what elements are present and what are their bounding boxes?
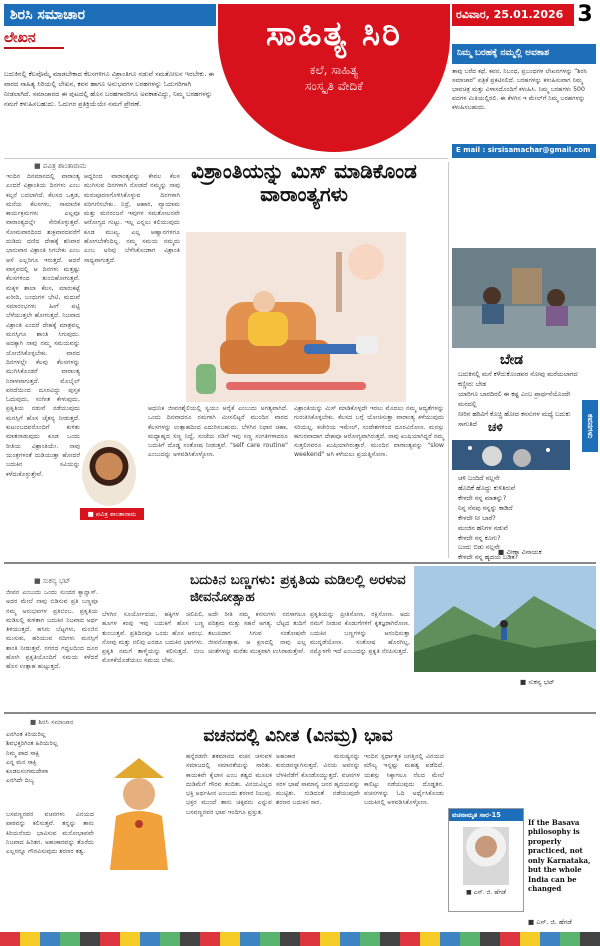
saint-illustration xyxy=(96,754,182,870)
poem-title-chali: ಚಳಿ xyxy=(488,420,503,434)
relaxing-person-illustration xyxy=(186,232,406,402)
story3-column-1: ಬಸವಣ್ಣನವರ ವಚನಗಳು ವಿನಯದ ಪಾಠವನ್ನು ಕಲಿಸುತ್ತವೆ. ತನ್ನನ್ನು ತಾನು ಕಿರಿಯನೆಂದು ಭಾವಿಸುವ ಮನೋಭಾವವೇ ನಿಜವಾದ ಹಿರಿತನ. ಅಹಂಕಾರವನ್ನು ತೊರೆದು ಎಲ್ಲರನ್ನೂ ಗೌರವಿಸುವುದು ಶರಣರ ತತ್ವ. xyxy=(6,811,94,856)
story2-kicker: ■ ಸುಕನ್ಯ ಭಟ್ xyxy=(34,577,71,585)
page-number: 3 xyxy=(574,4,596,26)
armchair-illustration xyxy=(186,232,406,402)
opportunity-title: ನಿಮ್ಮ ಬರಹಕ್ಕೆ ನಮ್ಮಲ್ಲಿ ಅವಕಾಶ xyxy=(452,44,596,64)
winter-scene xyxy=(452,440,570,470)
story3-author: ■ ಎಸ್. ಜಿ. ಹೆಗಡೆ xyxy=(528,918,572,926)
story3-title: ವಚನದಲ್ಲಿ ವಿನೀತ (ವಿನಮ್ರ) ಭಾವ xyxy=(203,726,393,746)
email-link[interactable]: E mail : sirsisamachar@gmail.com xyxy=(452,144,596,158)
story3-kicker: ■ ಶಿರಸಿ ಸಮಾಚಾರ xyxy=(30,718,74,726)
story3-column-2: ಹನ್ನೆರಡನೇ ಶತಮಾನದ ವಚನ ಚಳುವಳಿ ಸಮಾಜದಲ್ಲಿ ಸಮಾನತೆಯನ್ನು ಸಾರಿತು. ಕಾಯಕವೇ ಕೈಲಾಸ ಎಂಬ ತತ್ವದ ಮೂಲಕ ದುಡಿಮೆಗೆ ಗೌರವ ತಂದಿತು. ವಿನಯವಿಲ್ಲದ ಭಕ್ತಿ ಅರ್ಥಹೀನ ಎಂಬುದು ಶರಣರ ನಿಲುವು. ಭಕ್ತರ ಮುಂದೆ ತಾನು ಚಿಕ್ಕವನು ಎನ್ನುವ ಬಸವಣ್ಣನವರ ಭಾವ ಇಂದಿಗೂ ಪ್ರಸ್ತುತ. xyxy=(186,753,272,816)
poems-vertical-tag: ಕವನಗಳು xyxy=(582,400,598,452)
story1-column-1: ಇಂದಿನ ದಿನಮಾನದಲ್ಲಿ ವಾರಾಂತ್ಯ ಎಂದರೆ ವಿಶ್ರಾಂತಿಯ ದಿನಗಳು ಎಂಬ ಕಲ್ಪನೆ ಬದಲಾಗಿದೆ. ಕೆಲಸದ ಒತ್ತಡ, ಮನೆಯ ಕೆಲಸಗಳು, ಸಾಮಾಜಿಕ ಕಾರ್ಯಕ್ರಮಗಳು ಎಲ್ಲವೂ ವಾರಾಂತ್ಯದಲ್ಲೇ ಸೇರಿಕೊಳ್ಳುತ್ತವೆ. ಸೋಮವಾರದಿಂದ ಶುಕ್ರವಾರದವರೆಗೆ ದುಡಿದು ದಣಿದ ದೇಹಕ್ಕೆ ಶನಿವಾರ ಭಾನುವಾರ ವಿಶ್ರಾಂತಿ ಸಿಗಬೇಕು ಎಂಬ ಆಸೆ ಎಲ್ಲರಿಗೂ ಇರುತ್ತದೆ. ಆದರೆ ವಾಸ್ತವದಲ್ಲಿ ಆ ದಿನಗಳು ಮತ್ತಷ್ಟು ಕೆಲಸಗಳಿಂದ ತುಂಬಿಹೋಗುತ್ತವೆ. ಮಕ್ಕಳ ಶಾಲಾ ಕೆಲಸ, ಮಾರುಕಟ್ಟೆ ಖರೀದಿ, ಬಂಧುಗಳ ಭೇಟಿ, ಮದುವೆ ಸಮಾರಂಭಗಳು ಹೀಗೆ ಪಟ್ಟಿ ಬೆಳೆಯುತ್ತಲೇ ಹೋಗುತ್ತದೆ. ನಿಜವಾದ ವಿಶ್ರಾಂತಿ ಎಂದರೆ ದೇಹಕ್ಕೆ ಮಾತ್ರವಲ್ಲ ಮನಸ್ಸಿಗೂ ಶಾಂತಿ ಸಿಗುವುದು. ಅದಕ್ಕಾಗಿ ನಾವು ನಮ್ಮ ಸಮಯವನ್ನು ಯೋಜಿಸಿಕೊಳ್ಳಬೇಕು. ವಾರದ ದಿನಗಳಲ್ಲೇ ಕೆಲವು ಕೆಲಸಗಳನ್ನು ಮುಗಿಸಿಕೊಂಡರೆ ವಾರಾಂತ್ಯ ನಿರಾಳವಾಗುತ್ತದೆ. ಮೊಬೈಲ್ ಪರದೆಯಿಂದ ದೂರವಿದ್ದು ಪುಸ್ತಕ ಓದುವುದು, ಸಂಗೀತ ಕೇಳುವುದು, ಪ್ರಕೃತಿಯ ನಡುವೆ ನಡೆಯುವುದು ಮನಸ್ಸಿಗೆ ಹೊಸ ಚೈತನ್ಯ ನೀಡುತ್ತದೆ. ಕುಟುಂಬದವರೊಂದಿಗೆ ಕುಳಿತು ಮಾತನಾಡುವುದು ಕೂಡ ಒಂದು ರೀತಿಯ ವಿಶ್ರಾಂತಿಯೇ. ನಾವು ಯಂತ್ರಗಳಂತೆ ದುಡಿಯುತ್ತಾ ಹೋದರೆ ಬದುಕಿನ ಸವಿಯನ್ನು ಕಳೆದುಕೊಳ್ಳುತ್ತೇವೆ. xyxy=(6,173,80,478)
mountain-scene xyxy=(414,566,596,672)
columnist-photo xyxy=(463,827,509,885)
english-quote: If the Basava philosophy is properly practiced, not only Karnataka, but the whole India can be changed xyxy=(528,818,591,894)
columnist-name: ■ ಎಸ್. ಜಿ. ಹೆಗಡೆ xyxy=(466,889,506,896)
story2-column-4: ಪ್ರಕೃತಿಯನ್ನು ಪ್ರೀತಿಸೋಣ, ರಕ್ಷಿಸೋಣ. ಅದು ನಮಗೆ ನೀಡುವ ಕೊಡುಗೆಗಳಿಗೆ ಕೃತಜ್ಞರಾಗಿರೋಣ. ಬದುಕಿನ ಬಣ್ಣಗಳನ್ನು ಆನಂದಿಸುತ್ತಾ ಮುನ್ನಡೆಯೋಣ. ಸಂತೋಷ ಹೊರಗಿಲ್ಲ, ನಮ್ಮೊಳಗೇ ಇದೆ ಎಂಬುದನ್ನು ಪ್ರಕೃತಿ ನೆನಪಿಸುತ್ತದೆ. xyxy=(310,611,410,656)
divider xyxy=(448,162,449,558)
divider xyxy=(4,712,596,714)
flood-scene xyxy=(452,248,596,348)
masthead-sub-line1: ಕಲೆ, ಸಾಹಿತ್ಯ xyxy=(309,63,359,77)
story2-author: ■ ಸುಕನ್ಯ ಭಟ್ xyxy=(520,678,555,686)
story3-column-4: ಇಂದಿನ ಸ್ಪರ್ಧಾತ್ಮಕ ಜಗತ್ತಿನಲ್ಲಿ ವಿನಯದ ಮೌಲ್ಯ ಇನ್ನಷ್ಟು ಮಹತ್ವ ಪಡೆದಿದೆ. ಯಶಸ್ಸು ಸಿಕ್ಕಾಗಲೂ ನೆಲದ ಮೇಲೆ ಕಾಲಿಟ್ಟು ನಡೆಯುವುದು ದೊಡ್ಡತನ. ವಚನಗಳನ್ನು ಓದಿ ಅರ್ಥೈಸಿಕೊಂಡು ಬದುಕಿನಲ್ಲಿ ಅಳವಡಿಸಿಕೊಳ್ಳೋಣ. xyxy=(364,753,444,807)
section-bar: ಶಿರಸಿ ಸಮಾಚಾರ xyxy=(4,4,216,26)
vachana-verse: ಎನಗಿಂತ ಕಿರಿಯರಿಲ್ಲ ಶಿವಭಕ್ತರಿಗಿಂತ ಹಿರಿಯರಿಲ್ಲ ನಿಮ್ಮ ಪಾದ ಸಾಕ್ಷಿ ಎನ್ನ ಮನ ಸಾಕ್ಷಿ ಕೂಡಲಸಂಗಮದೇವಾ ಎನಗಿದೇ ದಿಬ್ಯ xyxy=(6,731,58,785)
basavanna-portrait xyxy=(96,754,182,870)
poem-beda-text: ಬದುಕಿನಲ್ಲಿ ಮನೆ ಕಳೆದುಕೊಂಡವರ ನೋವು ಮರೆಯಲಾಗದ ಕಣ್ಣೀರು ಬೇಡ ಯಾರಿಗೂ ಬಾರದಿರಲಿ ಈ ಕಷ್ಟ ಎಂಬ ಪ್ರಾರ್ಥನೆಯೊಂದೇ ಮನದಲ್ಲಿ ನೀರಿನ ಹರಿವಿಗೆ ಕೊಚ್ಚಿ ಹೋದ ಕನಸುಗಳ ಮಧ್ಯೆ ಬದುಕು ಸಾಗುತಿದೆ xyxy=(458,370,578,428)
story2-column-2: ಬೆಳಗಿನ ಸೂರ್ಯೋದಯ, ಹಕ್ಕಿಗಳ ಚಿಲಿಪಿಲಿ, ಹೂಗಳ ಕಂಪು ಇವು ಬದುಕಿಗೆ ಹೊಸ ಬಣ್ಣ ತುಂಬುತ್ತವೆ. ಪ್ರತಿದಿನವೂ ಒಂದು ಹೊಸ ಆರಂಭ. ನೋವು ಮತ್ತು ನಲಿವು ಎರಡೂ ಬದುಕಿನ ಭಾಗಗಳು. ಪ್ರಕೃತಿ ನಮಗೆ ತಾಳ್ಮೆಯನ್ನು ಕಲಿಸುತ್ತದೆ. ಬೀಜ ಮೊಳಕೆಯೊಡೆಯಲು ಸಮಯ ಬೇಕು. xyxy=(102,611,204,665)
header-left xyxy=(4,4,216,49)
winter-photo xyxy=(452,440,570,470)
poem-chali-text: ಚಳಿ ಬಂದಿದೆ ನಲ್ಲನೇ ಹೊದಿಕೆ ಹೊದ್ದು ಕುಳಿತಿರುವೆ ಕೇಳದೇ ನನ್ನ ಮಾತನ್ನು? ನಿನ್ನ ನೆನಪು ನನ್ನನ್ನು ಕಾಡಿದೆ ಕೇಳದೇ ನೀ ಬಾರೆ? ಮಂಜಿನ ಹನಿಗಳ ನಡುವೆ ಕೇಳದೇ ನನ್ನ ಕೂಗು? ಬಂದು ಬಿಡು ನಲ್ಲನೇ ಕೇಳದೇ ನನ್ನ ಹೃದಯ ಬಡಿತ? xyxy=(458,474,519,562)
story2-title: ಬದುಕಿನ ಬಣ್ಣಗಳು: ಪ್ರಕೃತಿಯ ಮಡಿಲಲ್ಲಿ ಅರಳುವ ಜೀವನೋತ್ಸಾಹ xyxy=(190,572,406,605)
story1-column-4: ವಿಶ್ರಾಂತಿಯನ್ನು ಮಿಸ್ ಮಾಡಿಕೊಳ್ಳದೇ ಇರಲು ಮೊದಲು ನಮ್ಮ ಆದ್ಯತೆಗಳನ್ನು ಗುರುತಿಸಿಕೊಳ್ಳಬೇಕು. ಕೆಲಸದ ಬಗ್ಗೆ ಯೋಚಿಸುತ್ತಾ ವಾರಾಂತ್ಯ ಕಳೆಯುವುದು ಸರಿಯಲ್ಲ. ಕಚೇರಿಯ ಇಮೇಲ್, ಸಂದೇಶಗಳಿಂದ ದೂರವಿರೋಣ. ಮನಸ್ಸು ಹಗುರವಾದಾಗ ದೇಹವೂ ಆರೋಗ್ಯವಾಗಿರುತ್ತದೆ. ನಾವು ಖುಷಿಯಾಗಿದ್ದರೆ ನಮ್ಮ ಸುತ್ತಲಿನವರೂ ಖುಷಿಯಾಗಿರುತ್ತಾರೆ. ಮುಂದಿನ ವಾರಾಂತ್ಯವನ್ನು "slow weekend" ಆಗಿ ಕಳೆಯಲು ಪ್ರಯತ್ನಿಸೋಣ. xyxy=(294,405,444,459)
story1-title: ವಿಶ್ರಾಂತಿಯನ್ನು ಮಿಸ್ ಮಾಡಿಕೊಂಡ ವಾರಾಂತ್ಯಗಳು xyxy=(191,159,417,206)
issue-date: ರವಿವಾರ, 25.01.2026 xyxy=(452,4,574,26)
masthead-title: ಸಾಹಿತ್ಯ ಸಿರಿ xyxy=(266,14,402,54)
columnist-box xyxy=(448,808,524,912)
mountain-landscape-photo xyxy=(414,566,596,672)
section-tag: ಲೇಖನ xyxy=(4,30,64,49)
story3-column-3: ಅಹಂಕಾರ ಮನುಷ್ಯನನ್ನು ಕುರುಡನನ್ನಾಗಿಸುತ್ತದೆ. ವಿನಯ ಅವನನ್ನು ಬೆಳಕಿನೆಡೆಗೆ ಕೊಂಡೊಯ್ಯುತ್ತದೆ. ವಚನಗಳ ಸರಳ ಭಾಷೆ ಸಾಮಾನ್ಯ ಜನರ ಹೃದಯವನ್ನು ಮುಟ್ಟಿತು. ನುಡಿದಂತೆ ನಡೆಯುವುದೇ ಶರಣರ ಬದುಕಿನ ಸಾರ. xyxy=(276,753,360,807)
poet-name: ■ ವೀಣಾ ವಿನಾಯಕ xyxy=(498,548,542,556)
footer-color-strip xyxy=(0,932,600,946)
masthead-sub-line2: ಸಂಸ್ಕೃತಿ ವೇದಿಕೆ xyxy=(305,79,363,94)
opportunity-text: ತಾವು ಬರೆದ ಕಥೆ, ಕವನ, ನಿಬಂಧ, ಪ್ರಬಂಧಗಳ ಲೇಖನಗಳನ್ನು "ಶಿರಸಿ ಸಮಾಚಾರ" ಪತ್ರಿಕೆ ಪ್ರಕಟಿಸಲಿದೆ. ಬರಹಗಳನ್ನು ಕಳುಹಿಸುವಾಗ ನಿಮ್ಮ ಭಾವಚಿತ್ರ ಮತ್ತು ವಿಳಾಸದೊಂದಿಗೆ ಕಳುಹಿಸಿ. ನಿಮ್ಮ ಬರಹಗಳು 500 ಪದಗಳ ಮಿತಿಯಲ್ಲಿರಲಿ. ಈ ಕೆಳಗಿನ ಇ ಮೇಲ್‌ಗೆ ನಿಮ್ಮ ಬರಹಗಳನ್ನು ಕಳುಹಿಸಬಹುದು. xyxy=(452,68,588,111)
date-bar xyxy=(452,4,596,26)
author-tag: ■ ಪವಿತ್ರ ಶಾಂತಾರಾಮ xyxy=(80,508,144,520)
masthead-subtitle xyxy=(218,62,450,94)
story1-column-3: ಆಧುನಿಕ ಜೀವನಶೈಲಿಯಲ್ಲಿ ಸ್ವಯಂ ಆರೈಕೆ ಎಂಬುದು ಅಗತ್ಯವಾಗಿದೆ. ಒಂದು ದಿನವಾದರೂ ನಮಗಾಗಿ ಮೀಸಲಿಟ್ಟರೆ ಮುಂದಿನ ವಾರದ ಕೆಲಸಗಳನ್ನು ಉತ್ಸಾಹದಿಂದ ಎದುರಿಸಬಹುದು. ಬೆಳಗಿನ ನಿಧಾನ ಚಹಾ, ಮಧ್ಯಾಹ್ನದ ಸಣ್ಣ ನಿದ್ದೆ, ಸಂಜೆಯ ನಡಿಗೆ ಇವು ಸಣ್ಣ ಸಂಗತಿಗಳಾದರೂ ಬದುಕಿಗೆ ದೊಡ್ಡ ಸಂತೋಷ ನೀಡುತ್ತವೆ. "self care routine" ಎಂಬುದನ್ನು ಅಳವಡಿಸಿಕೊಳ್ಳೋಣ. xyxy=(148,405,288,459)
masthead xyxy=(218,4,450,152)
intro-text: ಬದುಕಿನಲ್ಲಿ ಕೆಲವೊಮ್ಮೆ ಮಾಡಬೇಕಾದ ಕೆಲಸಗಳಿಗೂ ವಿಶ್ರಾಂತಿಗೂ ನಡುವೆ ಸಮತೋಲನ ಇರಬೇಕು. ಈ ವಾರದ ಸಾಹಿತ್ಯ ಸಿರಿಯಲ್ಲಿ ಲೇಖನ, ಕವನ ಹಾಗೂ ಅನುಭವಗಳ ಬರಹಗಳನ್ನು ಓದುಗರಿಗಾಗಿ ನೀಡಲಾಗಿದೆ. ಸಮಾಚಾರದ ಈ ಪುಟದಲ್ಲಿ ಹೊಸ ಬರಹಗಾರರಿಗೂ ಅವಕಾಶವಿದ್ದು, ನಿಮ್ಮ ಬರಹಗಳನ್ನು ನಮಗೆ ಕಳುಹಿಸಬಹುದು. ಓದುಗರ ಪ್ರತಿಕ್ರಿಯೆಯೇ ನಮಗೆ ಪ್ರೇರಣೆ. xyxy=(4,70,215,108)
story2-column-1: ಜೀವನ ಎಂಬುದು ಒಂದು ಸುಂದರ ಕ್ಯಾನ್ವಾಸ್. ಅದರ ಮೇಲೆ ನಾವು ಬಿಡಿಸುವ ಪ್ರತಿ ಬಣ್ಣವೂ ನಮ್ಮ ಅನುಭವಗಳ ಪ್ರತಿಬಿಂಬ. ಪ್ರಕೃತಿಯ ಮಡಿಲಲ್ಲಿ ಕುಳಿತಾಗ ಬದುಕಿನ ನಿಜವಾದ ಅರ್ಥ ತಿಳಿಯುತ್ತದೆ. ಹಸಿರು ಬೆಟ್ಟಗಳು, ಮಂಜಿನ ಮುಸುಕು, ಹರಿಯುವ ನದಿಗಳು ಮನಸ್ಸಿಗೆ ಶಾಂತಿ ನೀಡುತ್ತವೆ. ನಗರದ ಗದ್ದಲದಿಂದ ದೂರ ಹೋಗಿ ಪ್ರಕೃತಿಯೊಂದಿಗೆ ಸಮಯ ಕಳೆದರೆ ಹೊಸ ಉತ್ಸಾಹ ಹುಟ್ಟುತ್ತದೆ. xyxy=(6,589,98,671)
story2-column-3: ಅದೇ ರೀತಿ ನಮ್ಮ ಕನಸುಗಳು ನನಸಾಗಲೂ ಪರಿಶ್ರಮ ಮತ್ತು ಸಹನೆ ಅಗತ್ಯ. ಬೆಟ್ಟದ ತುದಿಗೆ ತಲುಪಿದಾಗ ಸಿಗುವ ಸಂತೋಷವೇ ಜೀವನೋತ್ಸಾಹ. ಆ ಕ್ಷಣದಲ್ಲಿ ನಾವು ಎಲ್ಲ ಚಿಂತೆಗಳನ್ನು ಮರೆತು ಮುಕ್ತವಾಗಿ ಉಸಿರಾಡುತ್ತೇವೆ. xyxy=(208,611,306,656)
columnist-box-head: ವಚನಾಮೃತ ಸಾರ-15 xyxy=(449,809,523,821)
story1-column-2: ಆದ್ದರಿಂದ ವಾರಾಂತ್ಯವನ್ನು ಕೇವಲ ಕೆಲಸ ಮುಗಿಸುವ ದಿನಗಳಾಗಿ ನೋಡದೆ ನಮ್ಮನ್ನು ನಾವು ಮರುಪೂರಣಗೊಳಿಸಿಕೊಳ್ಳುವ ದಿನಗಳಾಗಿ ಪರಿಗಣಿಸಬೇಕು. ನಿದ್ರೆ, ಆಹಾರ, ವ್ಯಾಯಾಮ ಮತ್ತು ಮನರಂಜನೆ ಇವುಗಳ ಸಮತೋಲನವೇ ಆರೋಗ್ಯದ ಗುಟ್ಟು. ಇಲ್ಲ ಎನ್ನಲು ಕಲಿಯುವುದು ಕೂಡ ಮುಖ್ಯ. ಎಲ್ಲ ಆಹ್ವಾನಗಳಿಗೂ ಹೋಗಬೇಕೆಂದಿಲ್ಲ. ನಮ್ಮ ಸಮಯ ನಮ್ಮದು ಎಂಬ ಅರಿವು ಬೆಳೆಸಿಕೊಂಡಾಗ ವಿಶ್ರಾಂತಿ ಸಾಧ್ಯವಾಗುತ್ತದೆ. xyxy=(84,173,180,264)
header-right xyxy=(452,4,596,26)
poem-title-beda: ಬೇಡ xyxy=(500,352,524,368)
flood-photo xyxy=(452,248,596,348)
story1-kicker: ■ ಪವಿತ್ರ ಶಾಂತಾರಾಮ xyxy=(34,162,87,170)
author-photo xyxy=(82,440,136,506)
